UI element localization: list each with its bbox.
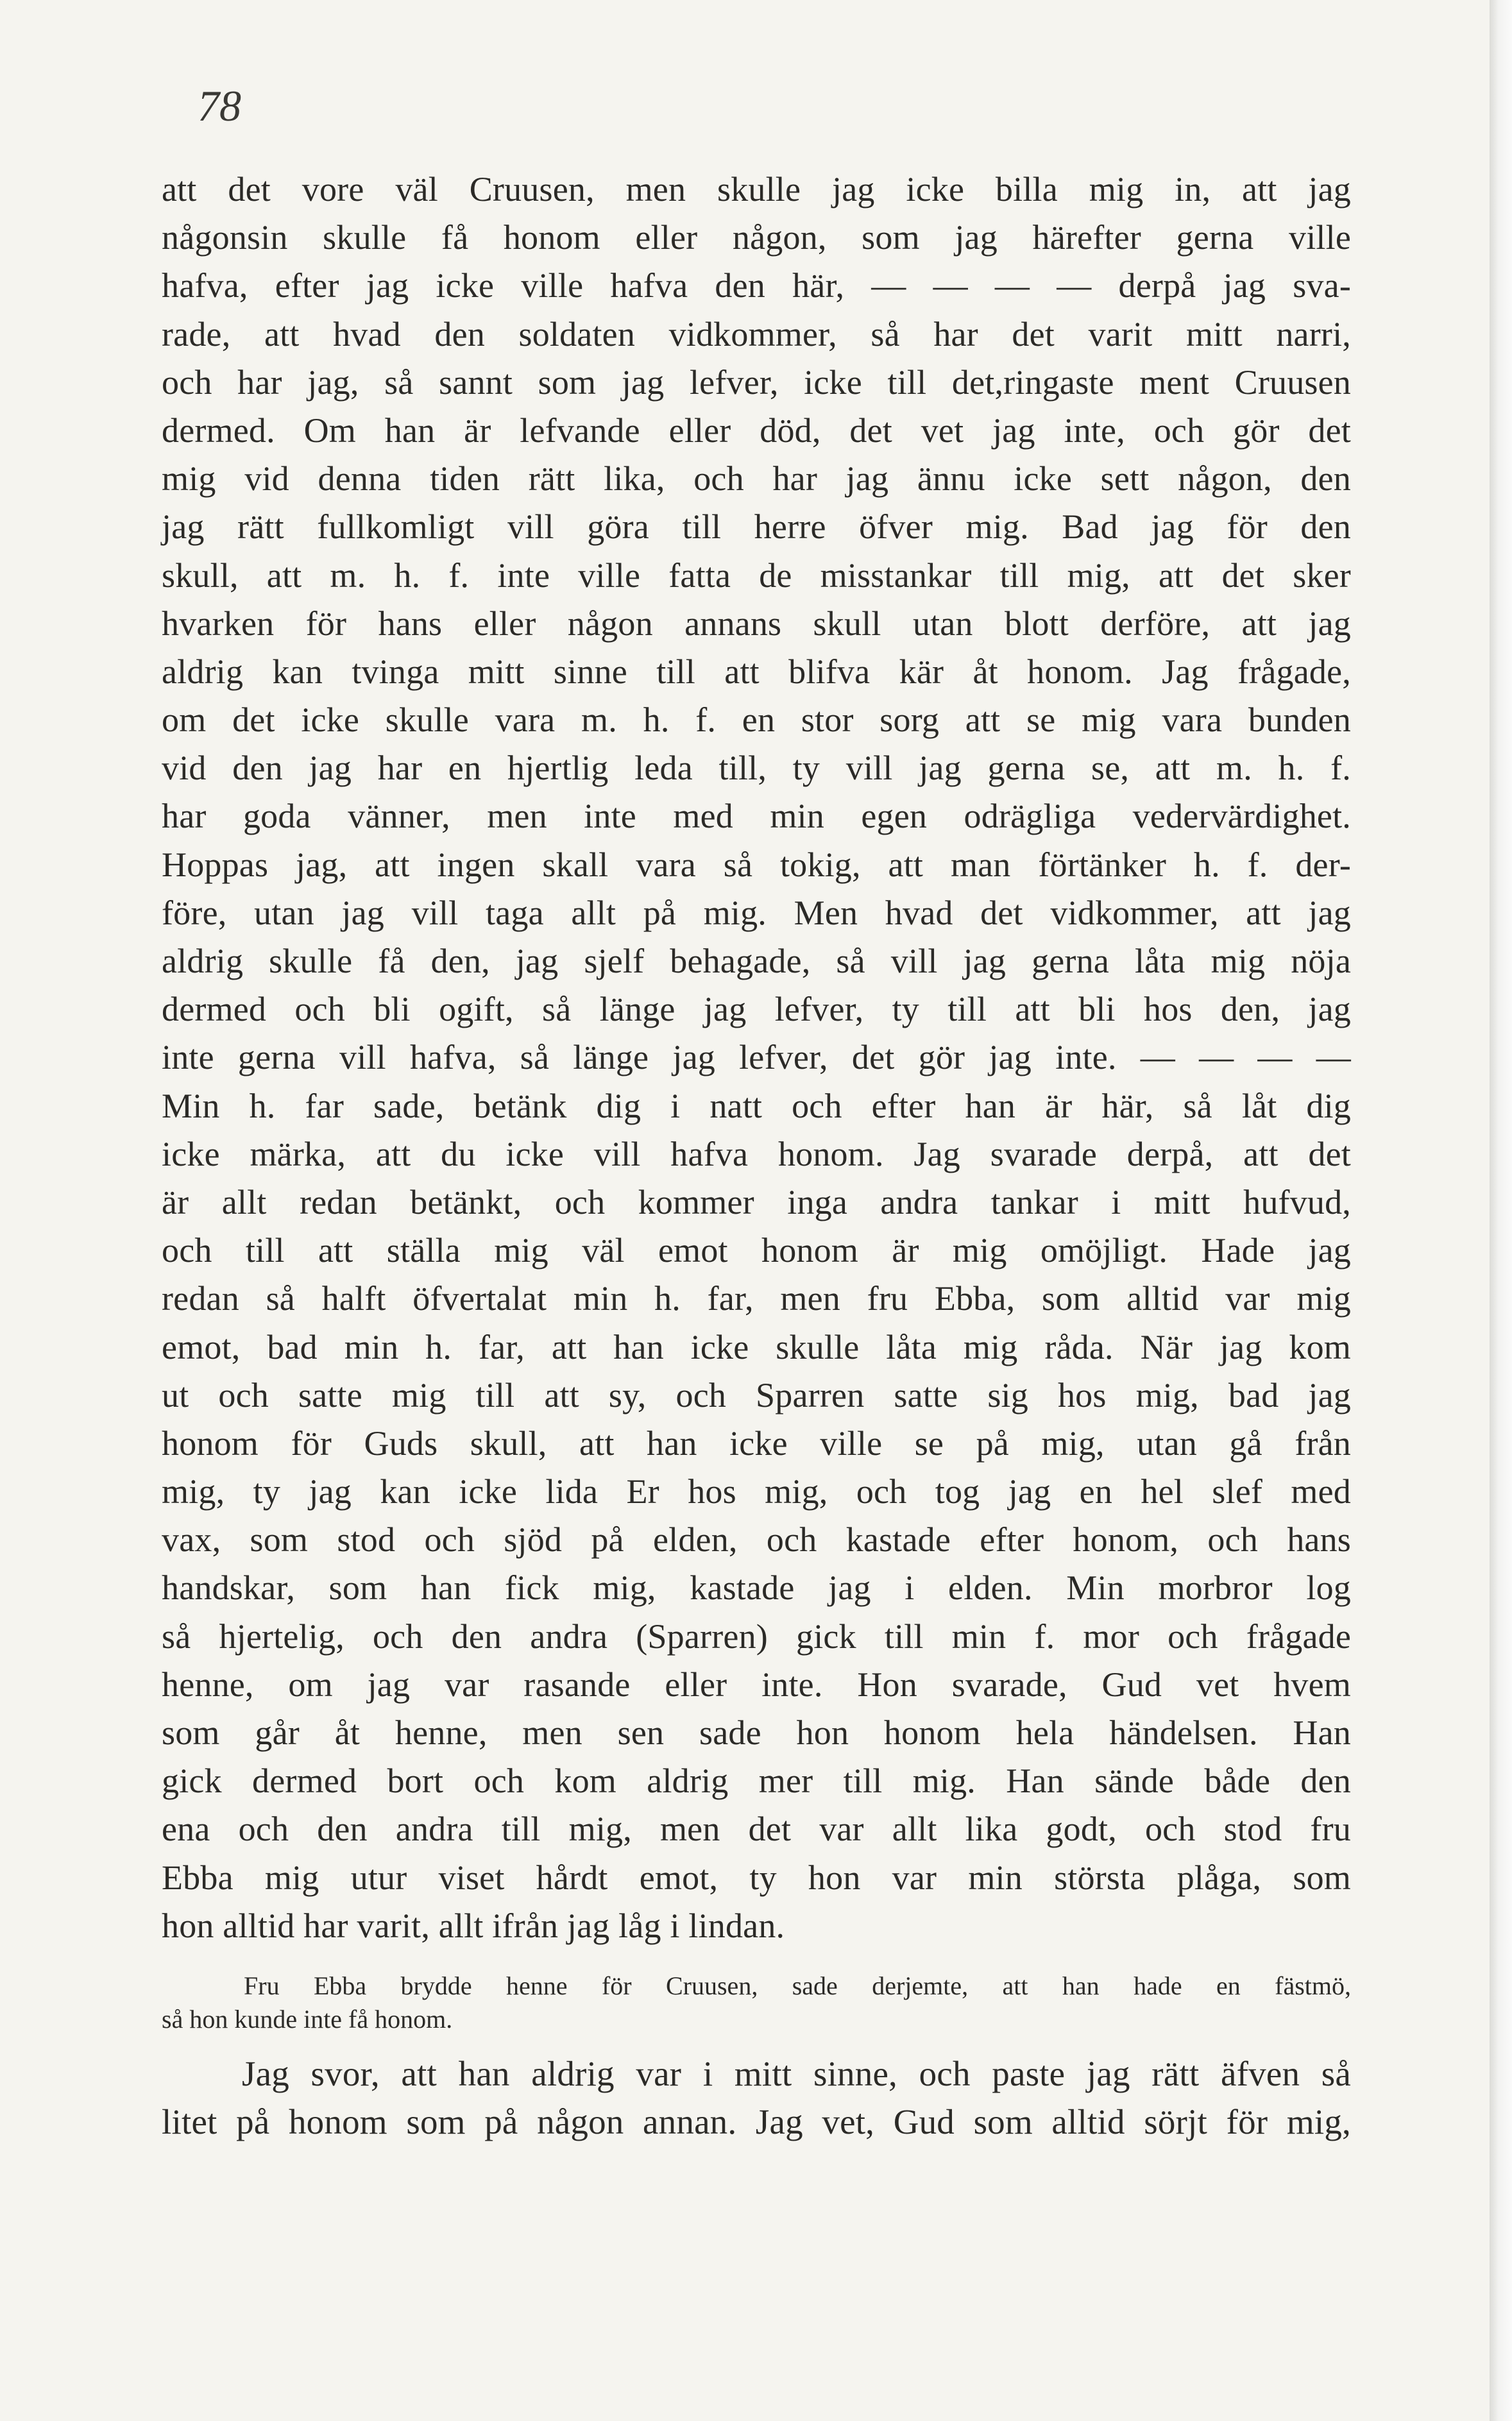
text-line: någonsin skulle få honom eller någon, som jag härefter gerna ville: [162, 218, 1351, 257]
footnote: [162, 1969, 1351, 2036]
footnote-line: Fru Ebba brydde henne för Cruusen, sade derjemte, att han hade en fästmö,: [244, 1971, 1351, 2000]
text-line: vax, som stod och sjöd på elden, och kastade efter honom, och hans: [162, 1520, 1351, 1559]
text-line: jag rätt fullkomligt vill göra till herre öfver mig. Bad jag för den: [162, 507, 1351, 547]
text-line: så hjertelig, och den andra (Sparren) gick till min f. mor och frågade: [162, 1617, 1351, 1656]
continuation-text: [162, 2050, 1351, 2146]
text-line: ena och den andra till mig, men det var allt lika godt, och stod fru: [162, 1810, 1351, 1849]
footnote-line: så hon kunde inte få honom.: [162, 2005, 453, 2034]
text-line: som går åt henne, men sen sade hon honom hela händelsen. Han: [162, 1713, 1351, 1752]
text-line: om det icke skulle vara m. h. f. en stor sorg att se mig vara bunden: [162, 701, 1351, 740]
text-line: har goda vänner, men inte med min egen odrägliga vedervärdighet.: [162, 797, 1351, 836]
text-line: inte gerna vill hafva, så länge jag lefver, det gör jag inte. — — — —: [162, 1038, 1351, 1077]
text-line: hon alltid har varit, allt ifrån jag låg i lindan.: [162, 1906, 785, 1945]
text-line: skull, att m. h. f. inte ville fatta de misstankar till mig, att det sker: [162, 556, 1351, 595]
text-line: Min h. far sade, betänk dig i natt och efter han är här, så låt dig: [162, 1086, 1351, 1125]
text-line: aldrig kan tvinga mitt sinne till att blifva kär åt honom. Jag frågade,: [162, 652, 1351, 691]
text-line: är allt redan betänkt, och kommer inga andra tankar i mitt hufvud,: [162, 1182, 1351, 1221]
text-line: före, utan jag vill taga allt på mig. Men hvad det vidkommer, att jag: [162, 893, 1351, 932]
text-line: icke märka, att du icke vill hafva honom. Jag svarade derpå, att det: [162, 1134, 1351, 1173]
text-line: hvarken för hans eller någon annans skull utan blott derföre, att jag: [162, 604, 1351, 643]
text-line: rade, att hvad den soldaten vidkommer, så har det varit mitt narri,: [162, 314, 1351, 353]
text-line: och till att ställa mig väl emot honom är mig omöjligt. Hade jag: [162, 1231, 1351, 1270]
text-line: mig vid denna tiden rätt lika, och har jag ännu icke sett någon, den: [162, 459, 1351, 498]
text-line: redan så halft öfvertalat min h. far, men fru Ebba, som alltid var mig: [162, 1279, 1351, 1318]
text-line: Ebba mig utur viset hårdt emot, ty hon var min största plåga, som: [162, 1858, 1351, 1897]
text-line: och har jag, så sannt som jag lefver, icke till det,ringaste ment Cruusen: [162, 362, 1351, 402]
text-line: Jag svor, att han aldrig var i mitt sinne, och paste jag rätt äfven så: [242, 2054, 1351, 2093]
text-line: dermed och bli ogift, så länge jag lefver, ty till att bli hos den, jag: [162, 990, 1351, 1029]
text-line: handskar, som han fick mig, kastade jag i elden. Min morbror log: [162, 1568, 1351, 1608]
text-line: dermed. Om han är lefvande eller död, det vet jag inte, och gör det: [162, 411, 1351, 450]
text-line: gick dermed bort och kom aldrig mer till mig. Han sände både den: [162, 1762, 1351, 1801]
text-line: Hoppas jag, att ingen skall vara så tokig, att man förtänker h. f. der-: [162, 845, 1351, 884]
text-line: emot, bad min h. far, att han icke skulle låta mig råda. När jag kom: [162, 1327, 1351, 1366]
text-line: att det vore väl Cruusen, men skulle jag icke billa mig in, att jag: [162, 170, 1351, 208]
text-line: henne, om jag var rasande eller inte. Hon svarade, Gud vet hvem: [162, 1665, 1351, 1704]
text-line: litet på honom som på någon annan. Jag vet, Gud som alltid sörjt för mig,: [162, 2102, 1351, 2142]
body-text: [162, 166, 1351, 1950]
text-line: aldrig skulle få den, jag sjelf behagade, så vill jag gerna låta mig nöja: [162, 942, 1351, 980]
page-edge: [1490, 0, 1512, 2421]
text-line: vid den jag har en hjertlig leda till, ty vill jag gerna se, att m. h. f.: [162, 749, 1351, 788]
text-line: ut och satte mig till att sy, och Sparren satte sig hos mig, bad jag: [162, 1375, 1351, 1414]
text-line: mig, ty jag kan icke lida Er hos mig, och tog jag en hel slef med: [162, 1472, 1351, 1511]
text-line: hafva, efter jag icke ville hafva den här, — — — — derpå jag sva-: [162, 266, 1351, 305]
page-number: 78: [198, 81, 241, 130]
text-line: honom för Guds skull, att han icke ville se på mig, utan gå från: [162, 1423, 1351, 1463]
